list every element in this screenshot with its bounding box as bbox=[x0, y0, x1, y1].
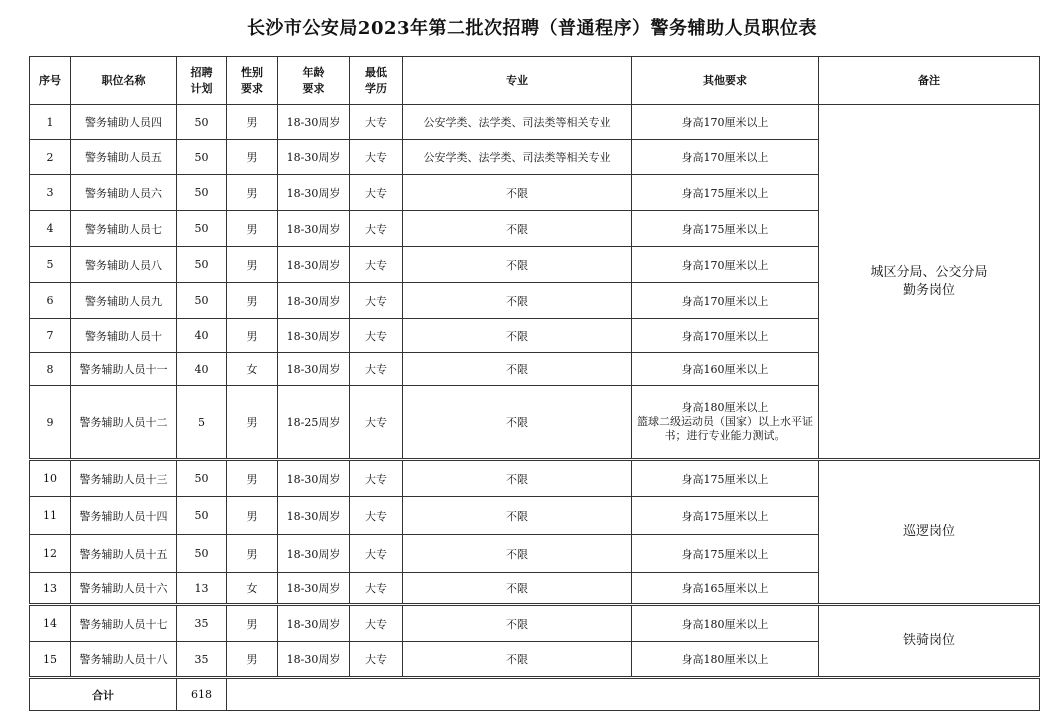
cell-other: 身高180厘米以上 bbox=[632, 642, 819, 678]
cell-quota: 50 bbox=[177, 175, 227, 211]
header-other: 其他要求 bbox=[632, 57, 819, 105]
cell-position: 警务辅助人员六 bbox=[71, 175, 177, 211]
cell-index: 4 bbox=[30, 211, 71, 247]
total-value: 618 bbox=[177, 678, 227, 711]
cell-major: 不限 bbox=[403, 497, 632, 535]
cell-index: 3 bbox=[30, 175, 71, 211]
header-position: 职位名称 bbox=[71, 57, 177, 105]
header-row bbox=[30, 57, 1040, 105]
cell-position: 警务辅助人员十三 bbox=[71, 460, 177, 497]
cell-other: 身高170厘米以上 bbox=[632, 283, 819, 319]
cell-age: 18-30周岁 bbox=[278, 353, 350, 386]
cell-education: 大专 bbox=[350, 175, 403, 211]
cell-other: 身高170厘米以上 bbox=[632, 319, 819, 353]
note-group-3: 铁骑岗位 bbox=[819, 605, 1040, 678]
cell-index: 5 bbox=[30, 247, 71, 283]
cell-index: 14 bbox=[30, 605, 71, 642]
header-major: 专业 bbox=[403, 57, 632, 105]
cell-index: 15 bbox=[30, 642, 71, 678]
positions-table bbox=[29, 56, 1040, 711]
cell-quota: 50 bbox=[177, 211, 227, 247]
cell-age: 18-30周岁 bbox=[278, 283, 350, 319]
cell-other: 身高160厘米以上 bbox=[632, 353, 819, 386]
cell-position: 警务辅助人员九 bbox=[71, 283, 177, 319]
header-note: 备注 bbox=[819, 57, 1040, 105]
cell-quota: 35 bbox=[177, 642, 227, 678]
cell-position: 警务辅助人员十六 bbox=[71, 573, 177, 605]
cell-age: 18-30周岁 bbox=[278, 573, 350, 605]
cell-major: 不限 bbox=[403, 642, 632, 678]
cell-other: 身高175厘米以上 bbox=[632, 535, 819, 573]
cell-education: 大专 bbox=[350, 605, 403, 642]
cell-education: 大专 bbox=[350, 140, 403, 175]
cell-gender: 女 bbox=[227, 573, 278, 605]
cell-position: 警务辅助人员十五 bbox=[71, 535, 177, 573]
cell-age: 18-25周岁 bbox=[278, 386, 350, 460]
cell-age: 18-30周岁 bbox=[278, 247, 350, 283]
cell-position: 警务辅助人员八 bbox=[71, 247, 177, 283]
cell-quota: 13 bbox=[177, 573, 227, 605]
cell-education: 大专 bbox=[350, 247, 403, 283]
cell-education: 大专 bbox=[350, 105, 403, 140]
total-label: 合计 bbox=[30, 678, 177, 711]
cell-quota: 40 bbox=[177, 319, 227, 353]
header-education: 最低 学历 bbox=[350, 57, 403, 105]
cell-quota: 50 bbox=[177, 535, 227, 573]
cell-index: 9 bbox=[30, 386, 71, 460]
cell-major: 不限 bbox=[403, 535, 632, 573]
cell-position: 警务辅助人员十二 bbox=[71, 386, 177, 460]
cell-quota: 40 bbox=[177, 353, 227, 386]
cell-other: 身高165厘米以上 bbox=[632, 573, 819, 605]
cell-gender: 男 bbox=[227, 642, 278, 678]
note-group-1: 城区分局、公交分局 勤务岗位 bbox=[819, 105, 1040, 460]
cell-other: 身高175厘米以上 bbox=[632, 460, 819, 497]
cell-major: 不限 bbox=[403, 319, 632, 353]
cell-other: 身高180厘米以上 篮球二级运动员（国家）以上水平证书；进行专业能力测试。 bbox=[632, 386, 819, 460]
cell-education: 大专 bbox=[350, 460, 403, 497]
cell-gender: 男 bbox=[227, 140, 278, 175]
cell-gender: 男 bbox=[227, 247, 278, 283]
cell-other: 身高170厘米以上 bbox=[632, 140, 819, 175]
note-group-2: 巡逻岗位 bbox=[819, 460, 1040, 605]
cell-other: 身高175厘米以上 bbox=[632, 211, 819, 247]
cell-age: 18-30周岁 bbox=[278, 605, 350, 642]
cell-gender: 男 bbox=[227, 105, 278, 140]
cell-index: 7 bbox=[30, 319, 71, 353]
cell-major: 不限 bbox=[403, 605, 632, 642]
table-row bbox=[30, 105, 1040, 140]
cell-major: 不限 bbox=[403, 211, 632, 247]
cell-gender: 男 bbox=[227, 605, 278, 642]
cell-position: 警务辅助人员十七 bbox=[71, 605, 177, 642]
cell-quota: 50 bbox=[177, 247, 227, 283]
cell-gender: 男 bbox=[227, 497, 278, 535]
cell-gender: 男 bbox=[227, 535, 278, 573]
header-index: 序号 bbox=[30, 57, 71, 105]
cell-gender: 女 bbox=[227, 353, 278, 386]
cell-index: 11 bbox=[30, 497, 71, 535]
header-age: 年龄 要求 bbox=[278, 57, 350, 105]
cell-position: 警务辅助人员十 bbox=[71, 319, 177, 353]
cell-index: 2 bbox=[30, 140, 71, 175]
cell-age: 18-30周岁 bbox=[278, 211, 350, 247]
cell-position: 警务辅助人员七 bbox=[71, 211, 177, 247]
cell-position: 警务辅助人员十一 bbox=[71, 353, 177, 386]
cell-age: 18-30周岁 bbox=[278, 105, 350, 140]
cell-age: 18-30周岁 bbox=[278, 460, 350, 497]
cell-gender: 男 bbox=[227, 211, 278, 247]
total-blank bbox=[227, 678, 1040, 711]
cell-quota: 50 bbox=[177, 497, 227, 535]
cell-education: 大专 bbox=[350, 573, 403, 605]
cell-age: 18-30周岁 bbox=[278, 642, 350, 678]
cell-major: 公安学类、法学类、司法类等相关专业 bbox=[403, 105, 632, 140]
cell-quota: 50 bbox=[177, 140, 227, 175]
cell-gender: 男 bbox=[227, 319, 278, 353]
cell-quota: 50 bbox=[177, 283, 227, 319]
cell-index: 13 bbox=[30, 573, 71, 605]
cell-gender: 男 bbox=[227, 460, 278, 497]
cell-major: 不限 bbox=[403, 386, 632, 460]
cell-position: 警务辅助人员十四 bbox=[71, 497, 177, 535]
header-gender: 性别 要求 bbox=[227, 57, 278, 105]
cell-gender: 男 bbox=[227, 386, 278, 460]
cell-major: 不限 bbox=[403, 460, 632, 497]
cell-other: 身高180厘米以上 bbox=[632, 605, 819, 642]
cell-index: 6 bbox=[30, 283, 71, 319]
cell-position: 警务辅助人员五 bbox=[71, 140, 177, 175]
cell-age: 18-30周岁 bbox=[278, 140, 350, 175]
table-row bbox=[30, 460, 1040, 497]
cell-position: 警务辅助人员十八 bbox=[71, 642, 177, 678]
cell-education: 大专 bbox=[350, 283, 403, 319]
table-row bbox=[30, 605, 1040, 642]
cell-quota: 50 bbox=[177, 105, 227, 140]
cell-other: 身高170厘米以上 bbox=[632, 247, 819, 283]
cell-index: 12 bbox=[30, 535, 71, 573]
cell-major: 公安学类、法学类、司法类等相关专业 bbox=[403, 140, 632, 175]
cell-education: 大专 bbox=[350, 497, 403, 535]
cell-quota: 5 bbox=[177, 386, 227, 460]
cell-major: 不限 bbox=[403, 247, 632, 283]
cell-index: 8 bbox=[30, 353, 71, 386]
cell-education: 大专 bbox=[350, 319, 403, 353]
cell-age: 18-30周岁 bbox=[278, 175, 350, 211]
cell-gender: 男 bbox=[227, 283, 278, 319]
cell-index: 1 bbox=[30, 105, 71, 140]
total-row bbox=[30, 678, 1040, 711]
cell-major: 不限 bbox=[403, 573, 632, 605]
cell-major: 不限 bbox=[403, 175, 632, 211]
cell-major: 不限 bbox=[403, 283, 632, 319]
cell-gender: 男 bbox=[227, 175, 278, 211]
cell-education: 大专 bbox=[350, 535, 403, 573]
cell-age: 18-30周岁 bbox=[278, 497, 350, 535]
cell-other: 身高175厘米以上 bbox=[632, 175, 819, 211]
cell-education: 大专 bbox=[350, 386, 403, 460]
cell-age: 18-30周岁 bbox=[278, 319, 350, 353]
header-quota: 招聘 计划 bbox=[177, 57, 227, 105]
cell-other: 身高175厘米以上 bbox=[632, 497, 819, 535]
cell-major: 不限 bbox=[403, 353, 632, 386]
cell-other: 身高170厘米以上 bbox=[632, 105, 819, 140]
page-title: 长沙市公安局2023年第二批次招聘（普通程序）警务辅助人员职位表 bbox=[246, 18, 818, 39]
cell-education: 大专 bbox=[350, 642, 403, 678]
cell-quota: 50 bbox=[177, 460, 227, 497]
cell-index: 10 bbox=[30, 460, 71, 497]
cell-quota: 35 bbox=[177, 605, 227, 642]
cell-position: 警务辅助人员四 bbox=[71, 105, 177, 140]
cell-education: 大专 bbox=[350, 211, 403, 247]
cell-education: 大专 bbox=[350, 353, 403, 386]
cell-age: 18-30周岁 bbox=[278, 535, 350, 573]
